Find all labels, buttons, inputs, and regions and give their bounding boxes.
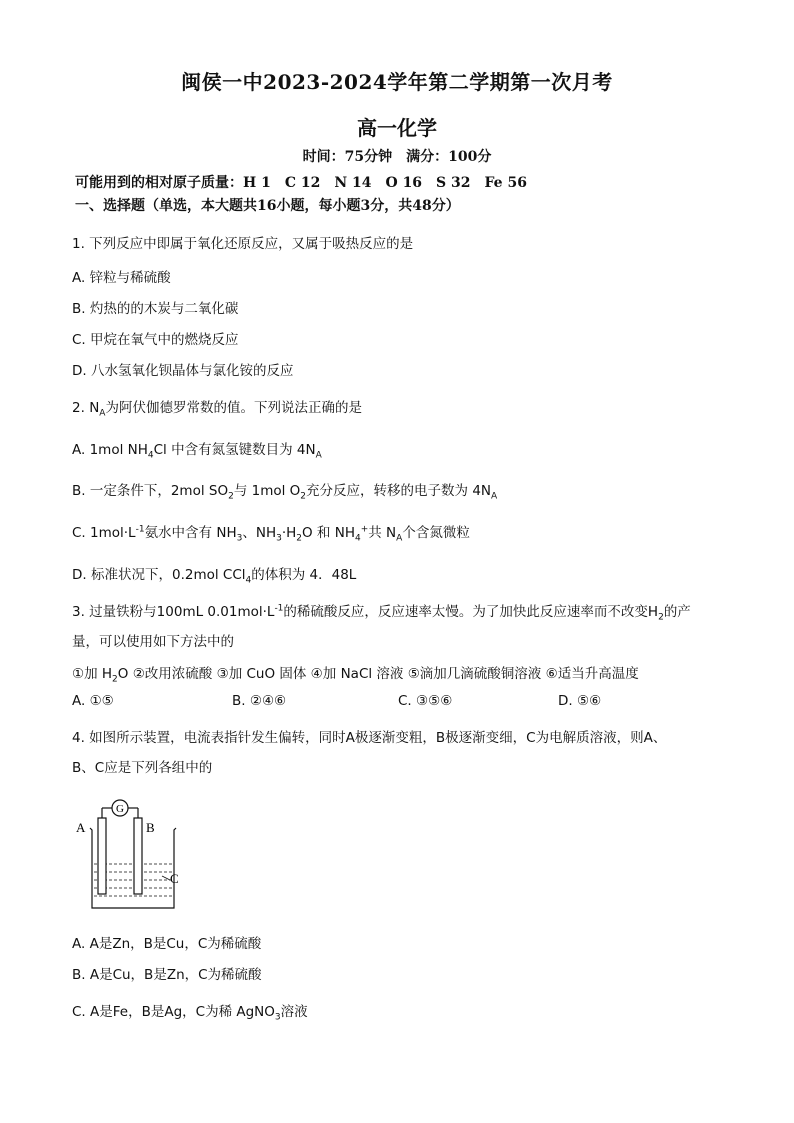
electrode-b-label: B [146,820,155,835]
section-heading: 一、选择题（单选，本大题共16小题，每小题3分，共48分） [75,198,460,214]
q1-stem: 1. 下列反应中即属于氧化还原反应，又属于吸热反应的是 [72,236,414,252]
q3-text1: 3. 过量铁粉与100mL 0.01mol·L [72,604,275,620]
label-c-leader [162,876,170,880]
q3-option-d: D. ⑤⑥ [558,693,602,709]
q4-option-c [72,1000,308,1023]
superscript-minus-1: -1 [135,524,145,535]
q1-option-c: C. 甲烷在氧气中的燃烧反应 [72,332,239,348]
electrochemical-cell-diagram [72,788,202,913]
q2-na-symbol [89,400,106,419]
subscript-4: 4 [147,450,154,461]
exam-subject: 高一化学 [357,116,437,140]
q2-c-text6: 共 N [368,525,397,541]
q3-stem-line2: 量，可以使用如下方法中的 [72,634,234,650]
subscript-a: A [99,408,106,419]
q2-option-b [72,479,497,502]
q4-option-b: B. A是Cu，B是Zn，C为稀硫酸 [72,967,262,983]
galvanometer-label: G [116,803,124,815]
exam-time-score: 时间：75分钟 满分：100分 [302,149,492,165]
q3-option-a: A. ①⑤ [72,693,114,709]
q1-option-d: D. 八水氢氧化钡晶体与氯化铵的反应 [72,363,294,379]
q2-c-text4: ·H [281,525,297,541]
exam-title: 闽侯一中2023-2024学年第二学期第一次月考 [181,70,613,94]
subscript-3: 3 [236,533,243,544]
q2-d-text2: 的体积为 4．48L [251,567,357,583]
q2-b-text3: 充分反应，转移的电子数为 4N [306,483,492,499]
q2-a-text: A. 1mol NH [72,442,148,458]
q2-option-c [72,521,470,544]
q3-methods-text2: O ②改用浓硫酸 ③加 CuO 固体 ④加 NaCl 溶液 ⑤滴加几滴硫酸铜溶液 ⑥适当升高温度 [117,666,639,682]
q2-c-text5: O 和 NH [302,525,355,541]
q2-c-text2: 氨水中含有 NH [144,525,237,541]
q4-stem-line2: B、C应是下列各组中的 [72,760,213,776]
solution-c-label: C [170,871,179,886]
q3-option-b: B. ②④⑥ [232,693,287,709]
subscript-2: 2 [228,491,234,502]
q2-option-a [72,438,322,461]
subscript-2: 2 [658,612,664,623]
subscript-3: 3 [276,533,282,544]
q3-text3: 的产 [663,604,691,620]
superscript-minus-1: -1 [274,603,284,614]
q3-stem-line1 [72,600,691,623]
q1-option-a: A. 锌粒与稀硫酸 [72,270,171,286]
q2-b-text: B. 一定条件下，2mol SO [72,483,229,499]
electrode-b [134,818,142,894]
electrode-a [98,818,106,894]
subscript-a: A [491,491,498,502]
q1-option-b: B. 灼热的的木炭与二氧化碳 [72,301,239,317]
subscript-2: 2 [112,674,118,685]
q3-methods-text: ①加 H [72,666,113,682]
q3-text2: 的稀硫酸反应，反应速率太慢。为了加快此反应速率而不改变H [283,604,659,620]
q2-d-text: D. 标准状况下，0.2mol CCl [72,567,246,583]
q2-a-text2: Cl 中含有氮氢键数目为 4N [153,442,316,458]
q3-methods [72,662,639,685]
superscript-plus: + [360,524,369,535]
atomic-masses: 可能用到的相对原子质量：H 1 C 12 N 14 O 16 S 32 Fe 56 [75,175,527,191]
subscript-a: A [315,450,322,461]
subscript-2: 2 [296,533,303,544]
q2-number: 2. [72,400,85,416]
n-symbol: N [89,400,100,416]
q4-stem-line1: 4. 如图所示装置，电流表指针发生偏转，同时A极逐渐变粗，B极逐渐变细，C为电解质溶液，则A、 [72,730,667,746]
q2-option-d [72,563,356,586]
q2-c-text: C. 1mol·L [72,525,136,541]
q4-c-text2: 溶液 [280,1004,308,1020]
subscript-4: 4 [354,533,361,544]
q2-stem-text: 为阿伏伽德罗常数的值。下列说法正确的是 [105,400,362,416]
subscript-2: 2 [300,491,307,502]
electrode-a-label: A [76,820,86,835]
subscript-4: 4 [245,575,252,586]
q3-option-c: C. ③⑤⑥ [398,693,453,709]
q4-option-a: A. A是Zn，B是Cu，C为稀硫酸 [72,936,262,952]
cell-diagram-svg [72,788,202,913]
subscript-3: 3 [274,1012,281,1023]
q2-c-text3: 、NH [242,525,277,541]
q2-stem [72,396,362,419]
q4-c-text: C. A是Fe，B是Ag，C为稀 AgNO [72,1004,275,1020]
subscript-a: A [396,533,403,544]
q2-b-text2: 与 1mol O [233,483,301,499]
q2-c-text7: 个含氮微粒 [402,525,470,541]
